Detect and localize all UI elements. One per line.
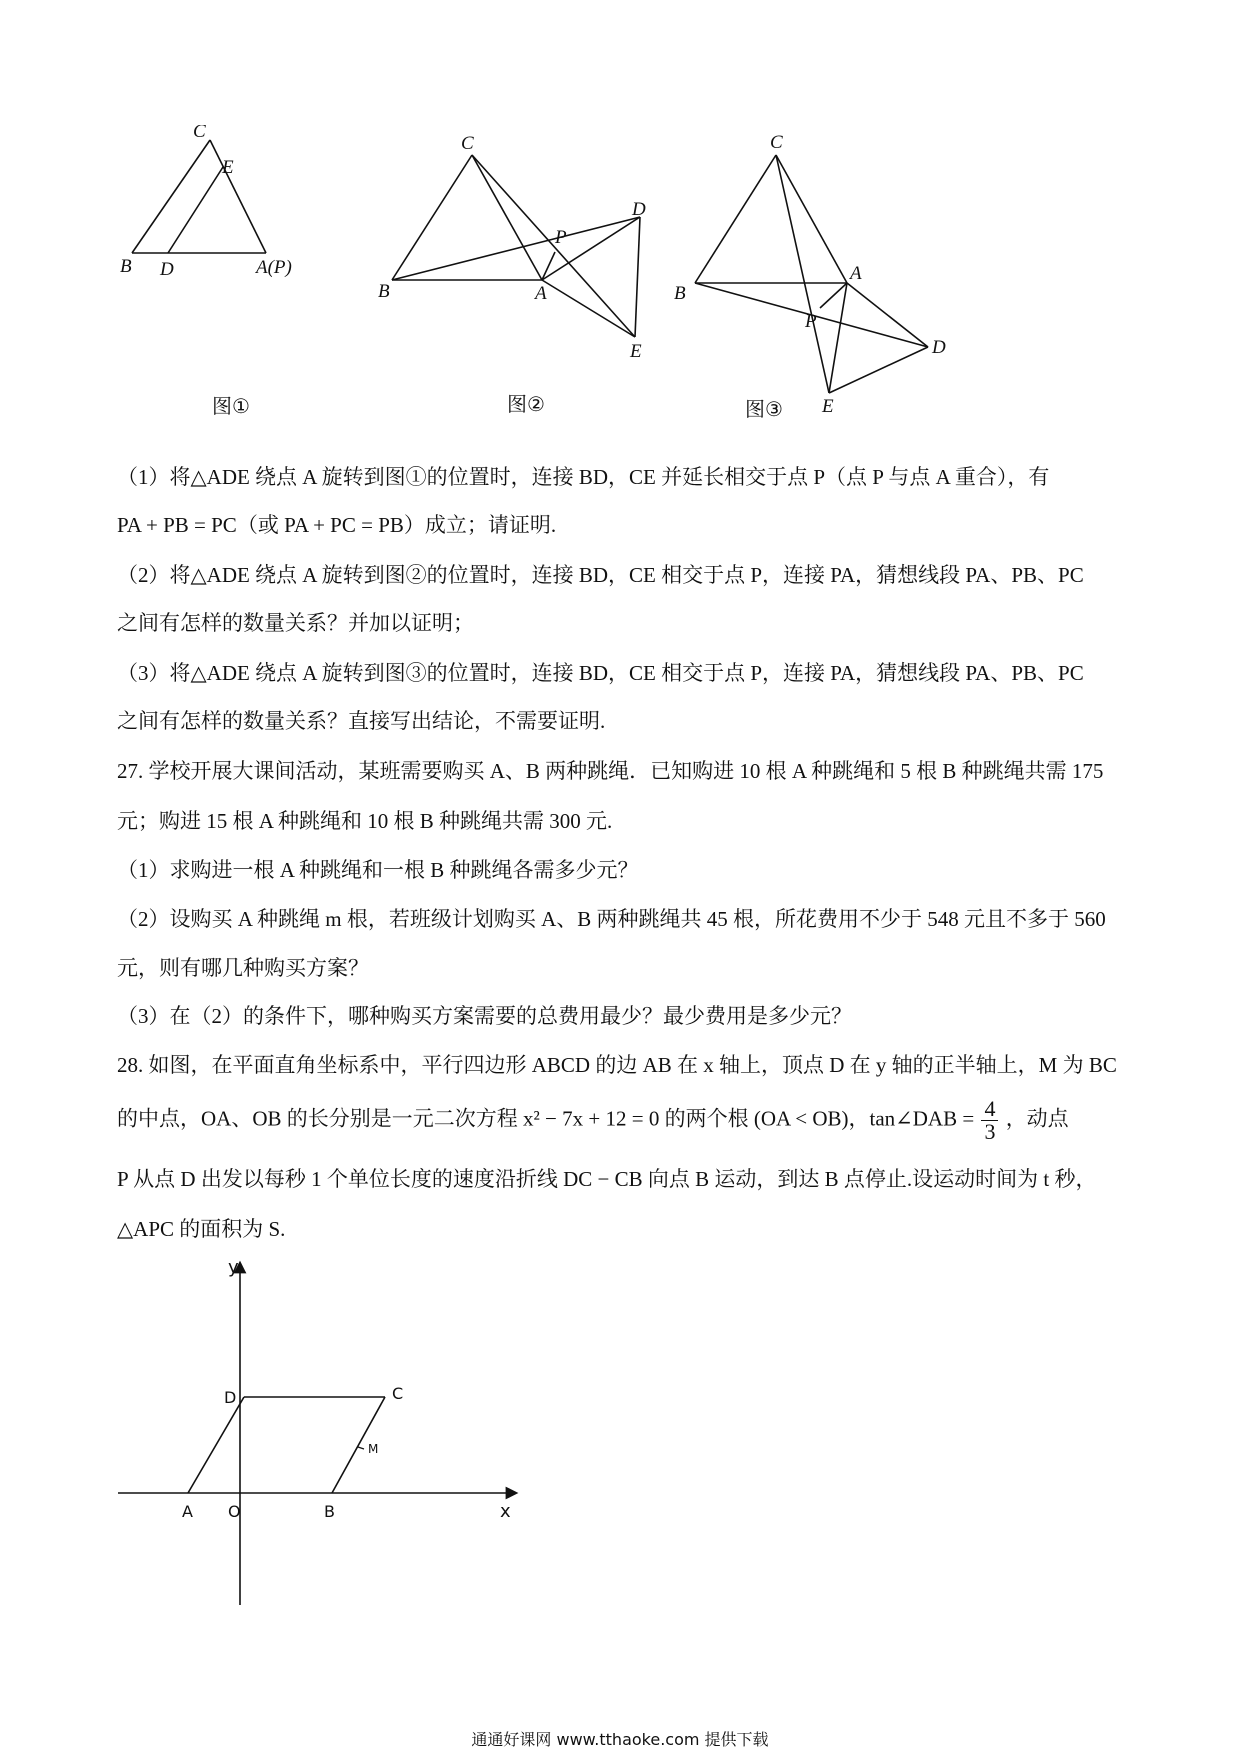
fig3-label-b: B	[674, 283, 686, 304]
fig2-label-c: C	[461, 133, 474, 154]
axis-label-x: x	[500, 1501, 511, 1522]
q28-line2	[117, 1098, 1127, 1143]
q26-part3-line1: （3）将△ADE 绕点 A 旋转到图③的位置时，连接 BD，CE 相交于点 P，连接 PA，猜想线段 PA、PB、PC	[117, 661, 1084, 685]
fig3-caption: 图③	[745, 397, 783, 421]
figure-3	[670, 125, 960, 415]
q28-line2-text: 的中点，OA、OB 的长分别是一元二次方程 x² − 7x + 12 = 0 的两个根 (OA < OB)，tan∠DAB =	[117, 1106, 975, 1131]
point-label-c: C	[392, 1384, 404, 1403]
q26-part2-line2: 之间有怎样的数量关系？并加以证明；	[117, 611, 474, 635]
q27-part3: （3）在（2）的条件下，哪种购买方案需要的总费用最少？最少费用是多少元？	[117, 1004, 852, 1028]
fig3-label-e: E	[822, 396, 834, 415]
fig2-label-b: B	[378, 281, 390, 302]
fig3-label-a: A	[850, 263, 862, 284]
fig1-caption: 图①	[212, 394, 250, 418]
figure-1	[120, 125, 320, 285]
q27-stem-line1: 27. 学校开展大课间活动，某班需要购买 A、B 两种跳绳．已知购进 10 根 A 种跳绳和 5 根 B 种跳绳共需 175	[117, 759, 1104, 783]
q28-line3: P 从点 D 出发以每秒 1 个单位长度的速度沿折线 DC − CB 向点 B 运动，到达 B 点停止.设运动时间为 t 秒，	[117, 1167, 1097, 1191]
fig1-label-ap: A(P)	[256, 257, 292, 278]
tan-fraction	[981, 1098, 998, 1143]
fig2-label-p: P	[555, 227, 567, 248]
q27-part1: （1）求购进一根 A 种跳绳和一根 B 种跳绳各需多少元？	[117, 858, 639, 882]
fig2-label-a: A	[535, 283, 547, 304]
q27-part2-line2: 元，则有哪几种购买方案？	[117, 956, 369, 980]
fig1-label-e: E	[222, 157, 234, 178]
q28-line2-tail: ，动点	[1005, 1106, 1069, 1131]
point-label-o: O	[228, 1502, 241, 1521]
page-footer: 通通好课网 www.tthaoke.com 提供下载	[471, 1730, 769, 1749]
coordinate-figure	[110, 1255, 530, 1615]
fig1-label-c: C	[193, 125, 206, 142]
fraction-denominator: 3	[984, 1119, 996, 1144]
point-label-d: D	[224, 1388, 237, 1407]
axis-label-y: y	[228, 1257, 239, 1278]
q27-part2-line1: （2）设购买 A 种跳绳 m 根，若班级计划购买 A、B 两种跳绳共 45 根，所花费用不少于 548 元且不多于 560	[117, 907, 1106, 931]
fig3-label-p: P	[805, 311, 817, 332]
q28-line1: 28. 如图，在平面直角坐标系中，平行四边形 ABCD 的边 AB 在 x 轴上，顶点 D 在 y 轴的正半轴上，M 为 BC	[117, 1053, 1117, 1077]
q28-line4: △APC 的面积为 S.	[117, 1217, 286, 1241]
q26-part1-line1: （1）将△ADE 绕点 A 旋转到图①的位置时，连接 BD，CE 并延长相交于点 P（点 P 与点 A 重合），有	[117, 465, 1050, 489]
fig1-label-d: D	[160, 259, 174, 280]
fig3-label-c: C	[770, 132, 783, 153]
fig1-label-b: B	[120, 256, 132, 277]
figure-2	[370, 125, 670, 365]
fig3-label-d: D	[932, 337, 946, 358]
fig2-caption: 图②	[507, 392, 545, 416]
point-label-m: M	[368, 1442, 379, 1456]
q26-part3-line2: 之间有怎样的数量关系？直接写出结论，不需要证明.	[117, 709, 606, 733]
fraction-numerator: 4	[981, 1098, 998, 1121]
point-label-a: A	[182, 1502, 193, 1521]
point-label-b: B	[324, 1502, 335, 1521]
q26-part1-line2: PA + PB = PC（或 PA + PC = PB）成立；请证明.	[117, 513, 557, 537]
fig2-label-d: D	[632, 199, 646, 220]
q27-stem-line2: 元；购进 15 根 A 种跳绳和 10 根 B 种跳绳共需 300 元.	[117, 809, 613, 833]
q26-part2-line1: （2）将△ADE 绕点 A 旋转到图②的位置时，连接 BD，CE 相交于点 P，连接 PA，猜想线段 PA、PB、PC	[117, 563, 1084, 587]
fig2-label-e: E	[630, 341, 642, 362]
